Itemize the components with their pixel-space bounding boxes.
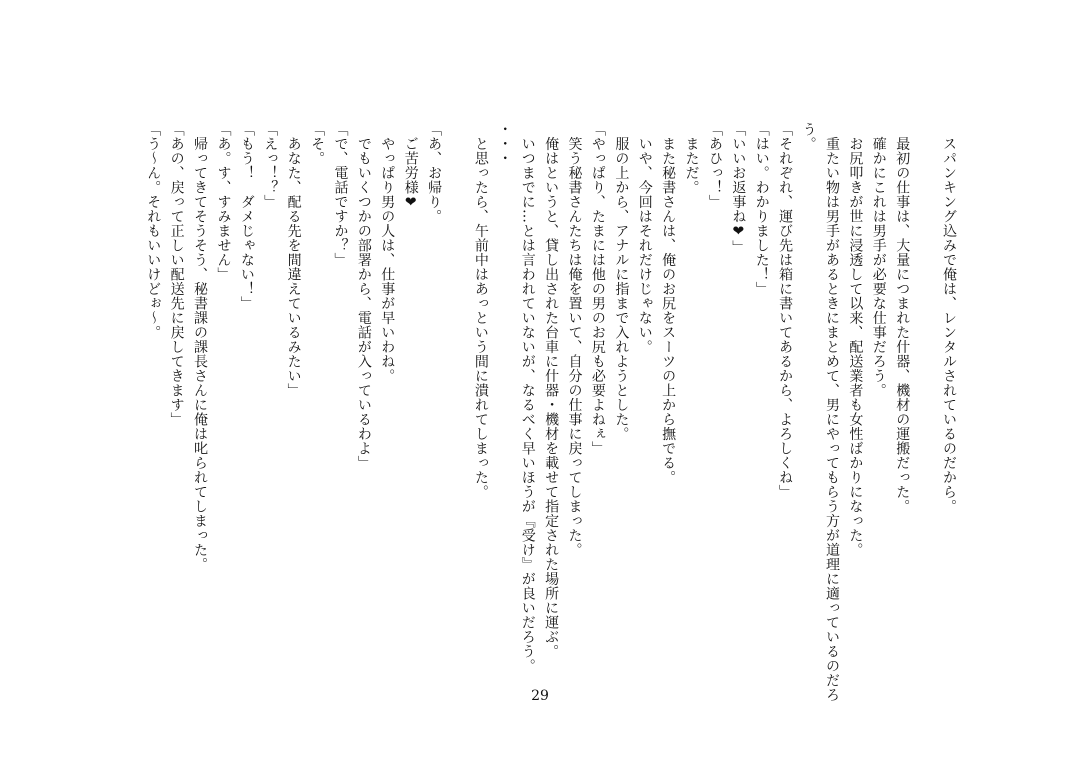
page-number: 29	[531, 688, 549, 704]
text-line: また秘書さんは、俺のお尻をスーツの上から撫でる。	[660, 122, 677, 485]
text-line: ご苦労様❤	[402, 122, 419, 211]
text-line: 「それぞれ、運び先は箱に書いてあるから、よろしくね」	[777, 122, 794, 499]
text-line: 「えっ！？」	[262, 122, 279, 209]
text-line: お尻叩きが世に浸透して以来、配送業者も女性ばかりになった。	[847, 122, 864, 557]
text-line: でもいくつかの部署から、電話が入っているわよ」	[355, 122, 372, 470]
text-line: やっぱり男の人は、仕事が早いわね。	[379, 122, 396, 383]
text-line: スパンキング込みで俺は、レンタルされているのだから。	[941, 122, 957, 514]
text-line: う。	[800, 122, 817, 151]
blank-line	[913, 122, 936, 682]
text-line: 「あ。す、すみません」	[215, 122, 232, 282]
text-line: 「あ、お帰り。	[426, 122, 443, 224]
text-line: 「やっぱり、たまには他の男のお尻も必要よねぇ」	[589, 122, 606, 456]
text-line: 最初の仕事は、大量につまれた什器、機材の運搬だった。	[894, 122, 911, 514]
text-line: 「あひっ！」	[706, 122, 723, 209]
text-line: まただ。	[683, 122, 700, 195]
text-line: 「う～ん。それもいいけどぉ～。	[145, 122, 162, 340]
text-line: 帰ってきてそうそう、秘書課の課長さんに俺は叱られてしまった。	[192, 122, 209, 572]
text-line: 「いいお返事ね❤」	[730, 122, 747, 255]
text-line: 「もう！ ダメじゃない！」	[238, 122, 255, 311]
text-line: 確かにこれは男手が必要な仕事だろう。	[870, 122, 887, 398]
text-line: 「はい。わかりました！」	[753, 122, 770, 296]
text-line: いや、今回はそれだけじゃない。	[636, 122, 653, 354]
text-line: 「あの、戻って正しい配送先に戻してきます」	[168, 122, 185, 427]
text-line: と思ったら、午前中はあっという間に潰れてしまった。	[472, 122, 489, 499]
text-line: 服の上から、アナルに指まで入れようとした。	[613, 122, 630, 441]
blank-line	[445, 122, 468, 682]
text-line: 笑う秘書さんたちは俺を置いて、自分の仕事に戻ってしまった。	[566, 122, 583, 557]
text-line: あなた、配る先を間違えているみたい」	[285, 122, 302, 398]
text-line: いつまでに…とは言われていないが、なるべく早いほうが『受け』が良いだろう。	[519, 122, 536, 673]
text-line: 重たい物は男手があるときにまとめて、男にやってもらう方が道理に適っているのだろ	[823, 122, 840, 702]
text-line: ・・・	[496, 122, 513, 166]
text-line: 俺はというと、貸し出された台車に什器・機材を載せて指定された場所に運ぶ。	[543, 122, 560, 659]
text-line: 「で、電話ですか？」	[332, 122, 349, 267]
text-line: 「そ。	[309, 122, 326, 166]
